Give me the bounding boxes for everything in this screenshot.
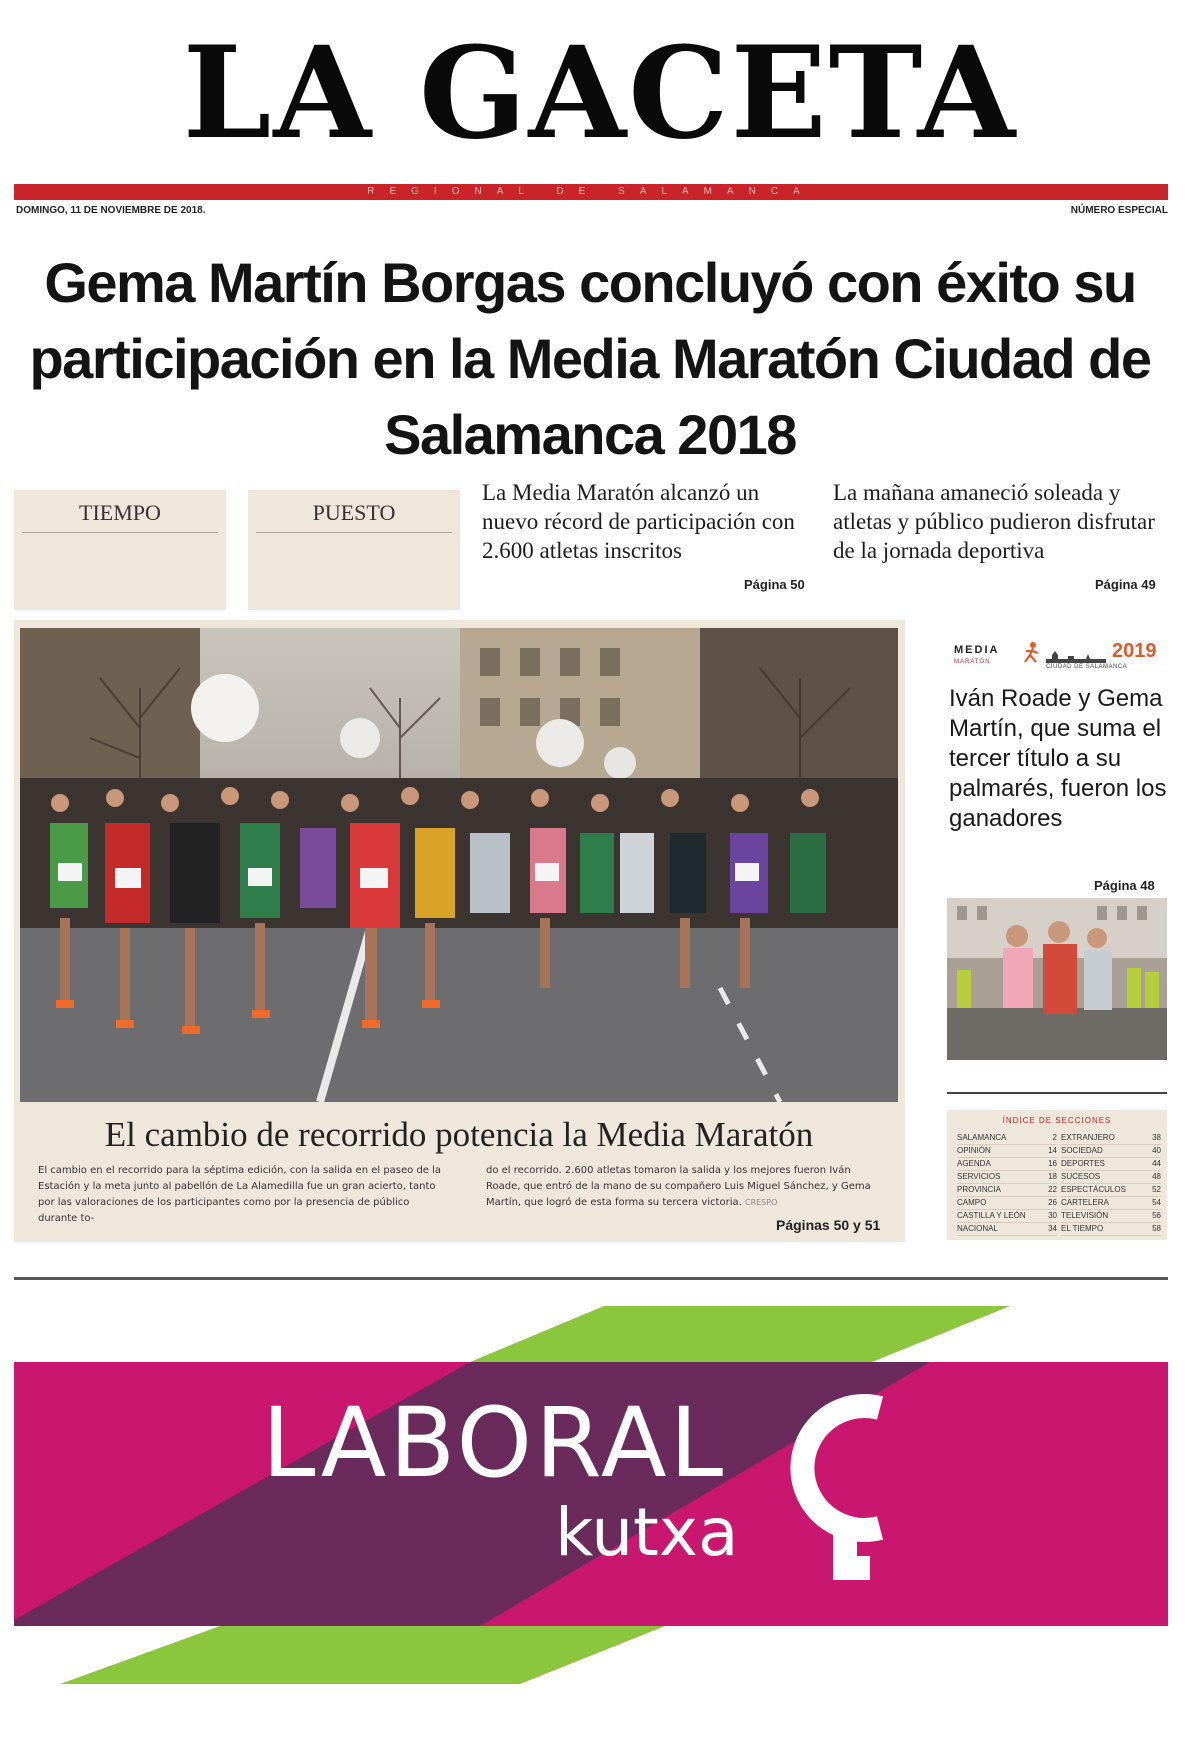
- index-row[interactable]: [957, 1145, 1057, 1158]
- logo-subtitle: CIUDAD DE SALAMANCA: [1046, 664, 1128, 670]
- index-row[interactable]: [1061, 1197, 1161, 1210]
- marathon-photo-illustration: [20, 628, 898, 1102]
- logo-maraton-text: MARATÓN: [954, 659, 991, 665]
- index-page: 52: [1152, 1185, 1161, 1194]
- runner-icon: [1022, 642, 1042, 664]
- index-row[interactable]: [957, 1223, 1057, 1236]
- index-page: 58: [1152, 1224, 1161, 1233]
- index-name: PROVINCIA: [957, 1185, 1002, 1194]
- ad-brand-kutxa: kutxa: [555, 1494, 739, 1571]
- teaser-record[interactable]: La Media Maratón alcanzó un nuevo récord de participación con 2.600 atletas inscritos: [482, 480, 795, 563]
- index-name: CASTILLA Y LEÓN: [957, 1211, 1026, 1220]
- index-row[interactable]: [957, 1210, 1057, 1223]
- stat-label-puesto: PUESTO: [256, 500, 452, 533]
- teaser-weather[interactable]: La mañana amaneció soleada y atletas y público pudieron disfrutar de la jornada deportiva: [833, 480, 1155, 563]
- index-name: TELEVISIÓN: [1061, 1211, 1109, 1220]
- index-page: 44: [1152, 1159, 1161, 1168]
- photo-story-body-col-2: [486, 1163, 886, 1211]
- index-name: SOCIEDAD: [1061, 1146, 1103, 1155]
- sections-index: [947, 1110, 1167, 1240]
- index-name: EXTRANJERO: [1061, 1133, 1115, 1142]
- index-name: ESPECTÁCULOS: [1061, 1185, 1126, 1194]
- index-column-left: [957, 1132, 1057, 1236]
- stat-label-tiempo: TIEMPO: [22, 500, 218, 533]
- photo-story-body-text: do el recorrido. 2.600 atletas tomaron la salida y los mejores fueron Iván Roade, que entró de la mano de su compañero Luis Miguel Sánchez, y Gema Martín, que logró de esta forma su tercera victoria.: [486, 1165, 871, 1208]
- index-name: EL TIEMPO: [1061, 1224, 1104, 1233]
- index-page: 56: [1152, 1211, 1161, 1220]
- index-row[interactable]: [1061, 1158, 1161, 1171]
- masthead-subtitle-band: REGIONAL DE SALAMANCA: [14, 184, 1168, 200]
- index-page: 22: [1048, 1185, 1057, 1194]
- index-name: CAMPO: [957, 1198, 987, 1207]
- index-row[interactable]: [1061, 1223, 1161, 1236]
- index-page: 34: [1048, 1224, 1057, 1233]
- index-page: 40: [1152, 1146, 1161, 1155]
- skyline-icon: [1046, 650, 1106, 662]
- photo-story-title[interactable]: El cambio de recorrido potencia la Media Maratón: [104, 1115, 814, 1154]
- winners-photo[interactable]: [947, 898, 1167, 1060]
- index-name: CARTELERA: [1061, 1198, 1109, 1207]
- ad-brand-laboral: LABORAL: [262, 1387, 727, 1499]
- index-row[interactable]: [1061, 1184, 1161, 1197]
- index-page: 54: [1152, 1198, 1161, 1207]
- index-row[interactable]: [957, 1197, 1057, 1210]
- index-page: 16: [1048, 1159, 1057, 1168]
- index-page: 18: [1048, 1172, 1057, 1181]
- logo-media-text: MEDIA: [954, 644, 1000, 656]
- index-page: 30: [1048, 1211, 1057, 1220]
- teaser-weather-page[interactable]: Página 49: [1095, 577, 1156, 592]
- winners-photo-illustration: [947, 898, 1167, 1060]
- index-page: 2: [1052, 1133, 1057, 1142]
- index-name: AGENDA: [957, 1159, 991, 1168]
- index-row[interactable]: [1061, 1210, 1161, 1223]
- index-title: ÍNDICE DE SECCIONES: [1002, 1116, 1112, 1125]
- index-row[interactable]: [1061, 1171, 1161, 1184]
- edition-label: NÚMERO ESPECIAL: [1070, 205, 1168, 216]
- index-page: 14: [1048, 1146, 1057, 1155]
- section-divider: [14, 1277, 1168, 1280]
- sidebar-headline[interactable]: Iván Roade y Gema Martín, que suma el tercer título a su palmarés, fueron los ganadores: [949, 685, 1167, 832]
- marathon-runners-photo[interactable]: [20, 628, 898, 1102]
- photo-story-page[interactable]: Páginas 50 y 51: [776, 1217, 881, 1233]
- index-row[interactable]: [957, 1184, 1057, 1197]
- index-name: DEPORTES: [1061, 1159, 1105, 1168]
- dateline: DOMINGO, 11 DE NOVIEMBRE DE 2018.: [16, 205, 206, 216]
- newspaper-masthead: LA GACETA: [182, 19, 1018, 167]
- sidebar-divider: [947, 1092, 1167, 1094]
- index-name: SERVICIOS: [957, 1172, 1001, 1181]
- index-row[interactable]: [957, 1171, 1057, 1184]
- index-page: 38: [1152, 1133, 1161, 1142]
- main-headline: Gema Martín Borgas concluyó con éxito su participación en la Media Maratón Ciudad de Salamanca 2018: [29, 251, 1151, 466]
- stat-box-tiempo: [14, 490, 226, 610]
- index-page: 48: [1152, 1172, 1161, 1181]
- index-name: SUCESOS: [1061, 1172, 1101, 1181]
- index-name: OPINIÓN: [957, 1146, 991, 1155]
- photo-story-body-col-1: El cambio en el recorrido para la séptima edición, con la salida en el paseo de la Estación y la meta junto al pabellón de La Alamedilla fue un gran acierto, tanto por las valoraciones de los participantes como por la presencia de público durante to-: [38, 1165, 442, 1224]
- index-row[interactable]: [1061, 1145, 1161, 1158]
- index-row[interactable]: [957, 1158, 1057, 1171]
- media-maraton-logo: [954, 640, 1164, 674]
- logo-year: 2019: [1112, 640, 1157, 662]
- index-name: NACIONAL: [957, 1224, 998, 1233]
- index-name: SALAMANCA: [957, 1133, 1007, 1142]
- index-column-right: [1061, 1132, 1161, 1236]
- sidebar-page[interactable]: Página 48: [1094, 878, 1155, 893]
- index-row[interactable]: [1061, 1132, 1161, 1145]
- index-page: 26: [1048, 1198, 1057, 1207]
- index-row[interactable]: [957, 1132, 1057, 1145]
- stat-box-puesto: [248, 490, 460, 610]
- photo-credit: CRESPO: [744, 1198, 778, 1207]
- teaser-record-page[interactable]: Página 50: [744, 577, 805, 592]
